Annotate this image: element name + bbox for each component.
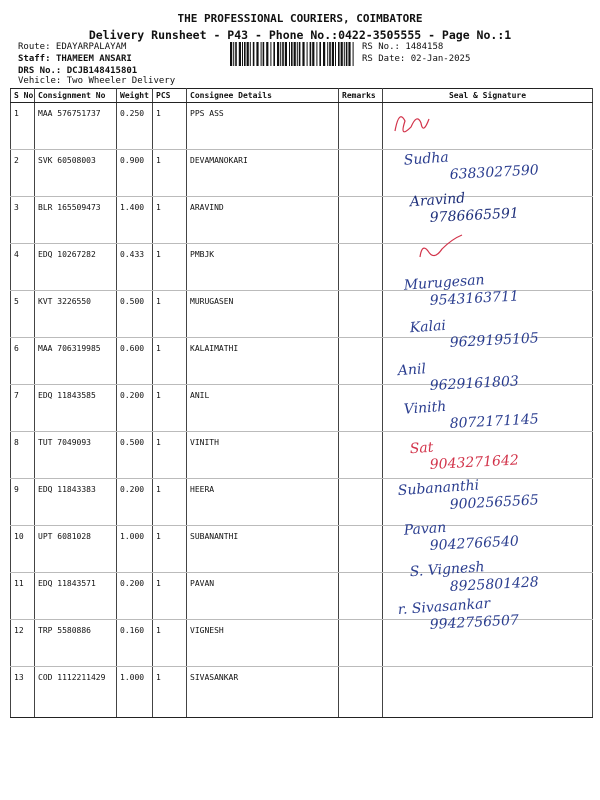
cell-pcs: 1 [153, 244, 187, 291]
cell-pcs: 1 [153, 526, 187, 573]
signature-name: Aravind [409, 190, 466, 211]
barcode-bar [346, 42, 348, 66]
col-header-remarks: Remarks [339, 89, 383, 103]
signature-name: Anil [397, 361, 427, 380]
signature-name: Kalai [409, 317, 447, 337]
cell-weight: 1.400 [117, 197, 153, 244]
barcode-bar [307, 42, 308, 66]
cell-consignment: TRP 5580886 [35, 620, 117, 667]
barcode-bar [273, 42, 275, 66]
barcode-bar [250, 42, 251, 66]
cell-consignment: MAA 706319985 [35, 338, 117, 385]
barcode-bar [263, 42, 265, 66]
cell-sno: 4 [11, 244, 35, 291]
signature-phone: 9629161803 [429, 373, 520, 395]
signature-phone: 9002565565 [449, 492, 540, 513]
cell-consignment: TUT 7049093 [35, 432, 117, 479]
table-row [11, 526, 593, 573]
signature-phone: 9942756507 [429, 612, 520, 634]
cell-consignee: KALAIMATHI [187, 338, 339, 385]
barcode-bar [353, 42, 354, 66]
cell-remarks [339, 103, 383, 150]
cell-weight: 0.600 [117, 338, 153, 385]
cell-signature [383, 573, 593, 620]
cell-pcs: 1 [153, 573, 187, 620]
signature-name: Pavan [403, 519, 447, 539]
cell-consignment: UPT 6081028 [35, 526, 117, 573]
cell-pcs: 1 [153, 385, 187, 432]
cell-signature [383, 244, 593, 291]
cell-consignee: VIGNESH [187, 620, 339, 667]
table-row [11, 338, 593, 385]
barcode-bar [266, 42, 268, 66]
table-row [11, 103, 593, 150]
cell-pcs: 1 [153, 432, 187, 479]
table-row [11, 197, 593, 244]
barcode-bar [244, 42, 246, 66]
barcode-bar [230, 42, 232, 66]
cell-signature [383, 526, 593, 573]
cell-signature [383, 667, 593, 718]
barcode-bar [256, 42, 258, 66]
barcode-bar [310, 42, 312, 66]
barcode-bar [299, 42, 301, 66]
cell-consignee: HEERA [187, 479, 339, 526]
cell-consignee: PMBJK [187, 244, 339, 291]
barcode-bar [282, 42, 284, 66]
barcode-bar [291, 42, 293, 66]
cell-weight: 0.200 [117, 385, 153, 432]
barcode-bar [323, 42, 325, 66]
cell-consignment: EDQ 11843571 [35, 573, 117, 620]
col-header-signature: Seal & Signature [383, 89, 593, 103]
table-row [11, 432, 593, 479]
cell-consignment: EDQ 11843585 [35, 385, 117, 432]
cell-remarks [339, 526, 383, 573]
barcode-bar [327, 42, 328, 66]
staff-label: Staff: [18, 54, 51, 64]
table-header-row [11, 89, 593, 103]
cell-signature [383, 479, 593, 526]
company-title: THE PROFESSIONAL COURIERS, COIMBATORE [177, 12, 423, 25]
table-row [11, 291, 593, 338]
cell-consignee: MURUGASEN [187, 291, 339, 338]
cell-consignment: COD 1112211429 [35, 667, 117, 718]
cell-pcs: 1 [153, 291, 187, 338]
cell-weight: 0.500 [117, 432, 153, 479]
cell-consignment: MAA 576751737 [35, 103, 117, 150]
barcode-bar [344, 42, 345, 66]
cell-sno: 11 [11, 573, 35, 620]
cell-remarks [339, 385, 383, 432]
barcode-bar [316, 42, 317, 66]
cell-consignee: SUBANANTHI [187, 526, 339, 573]
signature-phone: 8925801428 [449, 574, 540, 595]
col-header-consignee: Consignee Details [187, 89, 339, 103]
cell-pcs: 1 [153, 103, 187, 150]
cell-pcs: 1 [153, 479, 187, 526]
signature-name: Murugesan [403, 272, 486, 294]
signature-name: Vinith [403, 398, 447, 418]
cell-consignee: DEVAMANOKARI [187, 150, 339, 197]
cell-weight: 0.250 [117, 103, 153, 150]
table-row [11, 667, 593, 718]
cell-weight: 0.500 [117, 291, 153, 338]
barcode-bar [270, 42, 271, 66]
barcode-bar [277, 42, 279, 66]
drs-number: DRS No.: DCJB148415801 [18, 66, 138, 76]
barcode-image [230, 42, 356, 66]
barcode-bar [338, 42, 340, 66]
cell-sno: 12 [11, 620, 35, 667]
cell-weight: 0.160 [117, 620, 153, 667]
barcode-bar [319, 42, 321, 66]
cell-pcs: 1 [153, 197, 187, 244]
barcode-bar [341, 42, 343, 66]
barcode-bar [302, 42, 304, 66]
cell-sno: 1 [11, 103, 35, 150]
table-row [11, 244, 593, 291]
signature-name: S. Vignesh [409, 559, 486, 581]
signature-phone: 9629195105 [449, 330, 540, 351]
table-row [11, 573, 593, 620]
vehicle-label: Vehicle: Two Wheeler Delivery [18, 76, 176, 86]
cell-consignee: SIVASANKAR [187, 667, 339, 718]
cell-signature [383, 197, 593, 244]
signature-name: r. Sivasankar [397, 595, 491, 619]
cell-consignment: BLR 165509473 [35, 197, 117, 244]
cell-signature [383, 620, 593, 667]
barcode-bar [294, 42, 296, 66]
cell-sno: 8 [11, 432, 35, 479]
cell-consignment: EDQ 11843383 [35, 479, 117, 526]
signature-name: Subananthi [397, 477, 480, 500]
barcode-bar [242, 42, 243, 66]
cell-remarks [339, 291, 383, 338]
cell-consignment: SVK 60508003 [35, 150, 117, 197]
cell-pcs: 1 [153, 620, 187, 667]
barcode-bar [312, 42, 314, 66]
cell-consignment: KVT 3226550 [35, 291, 117, 338]
barcode-bar [332, 42, 334, 66]
cell-pcs: 1 [153, 667, 187, 718]
signature-name: Sudha [403, 149, 450, 169]
cell-remarks [339, 197, 383, 244]
col-header-sno: S No [11, 89, 35, 103]
col-header-weight: Weight [117, 89, 153, 103]
signature-phone: 6383027590 [449, 162, 540, 183]
col-header-consignment: Consignment No [35, 89, 117, 103]
rs-date: RS Date: 02-Jan-2025 [362, 54, 471, 64]
cell-remarks [339, 338, 383, 385]
cell-weight: 0.200 [117, 479, 153, 526]
col-header-pcs: PCS [153, 89, 187, 103]
barcode-bar [329, 42, 331, 66]
cell-weight: 1.000 [117, 667, 153, 718]
cell-signature [383, 150, 593, 197]
cell-pcs: 1 [153, 150, 187, 197]
staff-name: THAMEEM ANSARI [55, 54, 132, 64]
cell-sno: 5 [11, 291, 35, 338]
cell-sno: 6 [11, 338, 35, 385]
cell-signature [383, 103, 593, 150]
runsheet-table [10, 88, 593, 718]
cell-consignee: PAVAN [187, 573, 339, 620]
route-label: Route: EDAYARPALAYAM [18, 42, 127, 52]
barcode-bar [348, 42, 350, 66]
barcode-bar [280, 42, 281, 66]
cell-weight: 0.900 [117, 150, 153, 197]
barcode-bar [335, 42, 336, 66]
signature-phone: 8072171145 [449, 411, 540, 432]
barcode-bar [261, 42, 262, 66]
cell-remarks [339, 620, 383, 667]
cell-consignment: EDQ 10267282 [35, 244, 117, 291]
cell-pcs: 1 [153, 338, 187, 385]
barcode-bar [233, 42, 234, 66]
barcode-bar [289, 42, 290, 66]
cell-remarks [339, 432, 383, 479]
cell-signature [383, 432, 593, 479]
cell-consignee: VINITH [187, 432, 339, 479]
signature-phone: 9543163711 [429, 288, 520, 310]
barcode-bar [253, 42, 255, 66]
table-row [11, 150, 593, 197]
cell-consignee: ANIL [187, 385, 339, 432]
signature-phone: 9786665591 [429, 205, 520, 227]
cell-sno: 2 [11, 150, 35, 197]
rs-number: RS No.: 1484158 [362, 42, 444, 52]
cell-remarks [339, 244, 383, 291]
table-row [11, 385, 593, 432]
cell-sno: 10 [11, 526, 35, 573]
cell-sno: 9 [11, 479, 35, 526]
cell-remarks [339, 479, 383, 526]
barcode-bar [285, 42, 287, 66]
cell-signature [383, 385, 593, 432]
table-row [11, 479, 593, 526]
runsheet-subtitle: Delivery Runsheet - P43 - Phone No.:0422-3505555 - Page No.:1 [88, 28, 512, 42]
barcode-bar [239, 42, 241, 66]
cell-consignee: ARAVIND [187, 197, 339, 244]
signature-name: Sat [409, 439, 434, 458]
cell-remarks [339, 573, 383, 620]
staff-line [18, 54, 132, 64]
barcode-bar [235, 42, 237, 66]
signature-phone: 9043271642 [429, 452, 520, 474]
cell-remarks [339, 150, 383, 197]
cell-sno: 3 [11, 197, 35, 244]
cell-weight: 0.200 [117, 573, 153, 620]
cell-signature [383, 338, 593, 385]
cell-sno: 13 [11, 667, 35, 718]
cell-remarks [339, 667, 383, 718]
cell-consignee: PPS ASS [187, 103, 339, 150]
cell-weight: 1.000 [117, 526, 153, 573]
signature-phone: 9042766540 [429, 533, 520, 555]
barcode-bar [247, 42, 249, 66]
cell-signature [383, 291, 593, 338]
cell-sno: 7 [11, 385, 35, 432]
barcode-bar [297, 42, 298, 66]
table-row [11, 620, 593, 667]
cell-weight: 0.433 [117, 244, 153, 291]
